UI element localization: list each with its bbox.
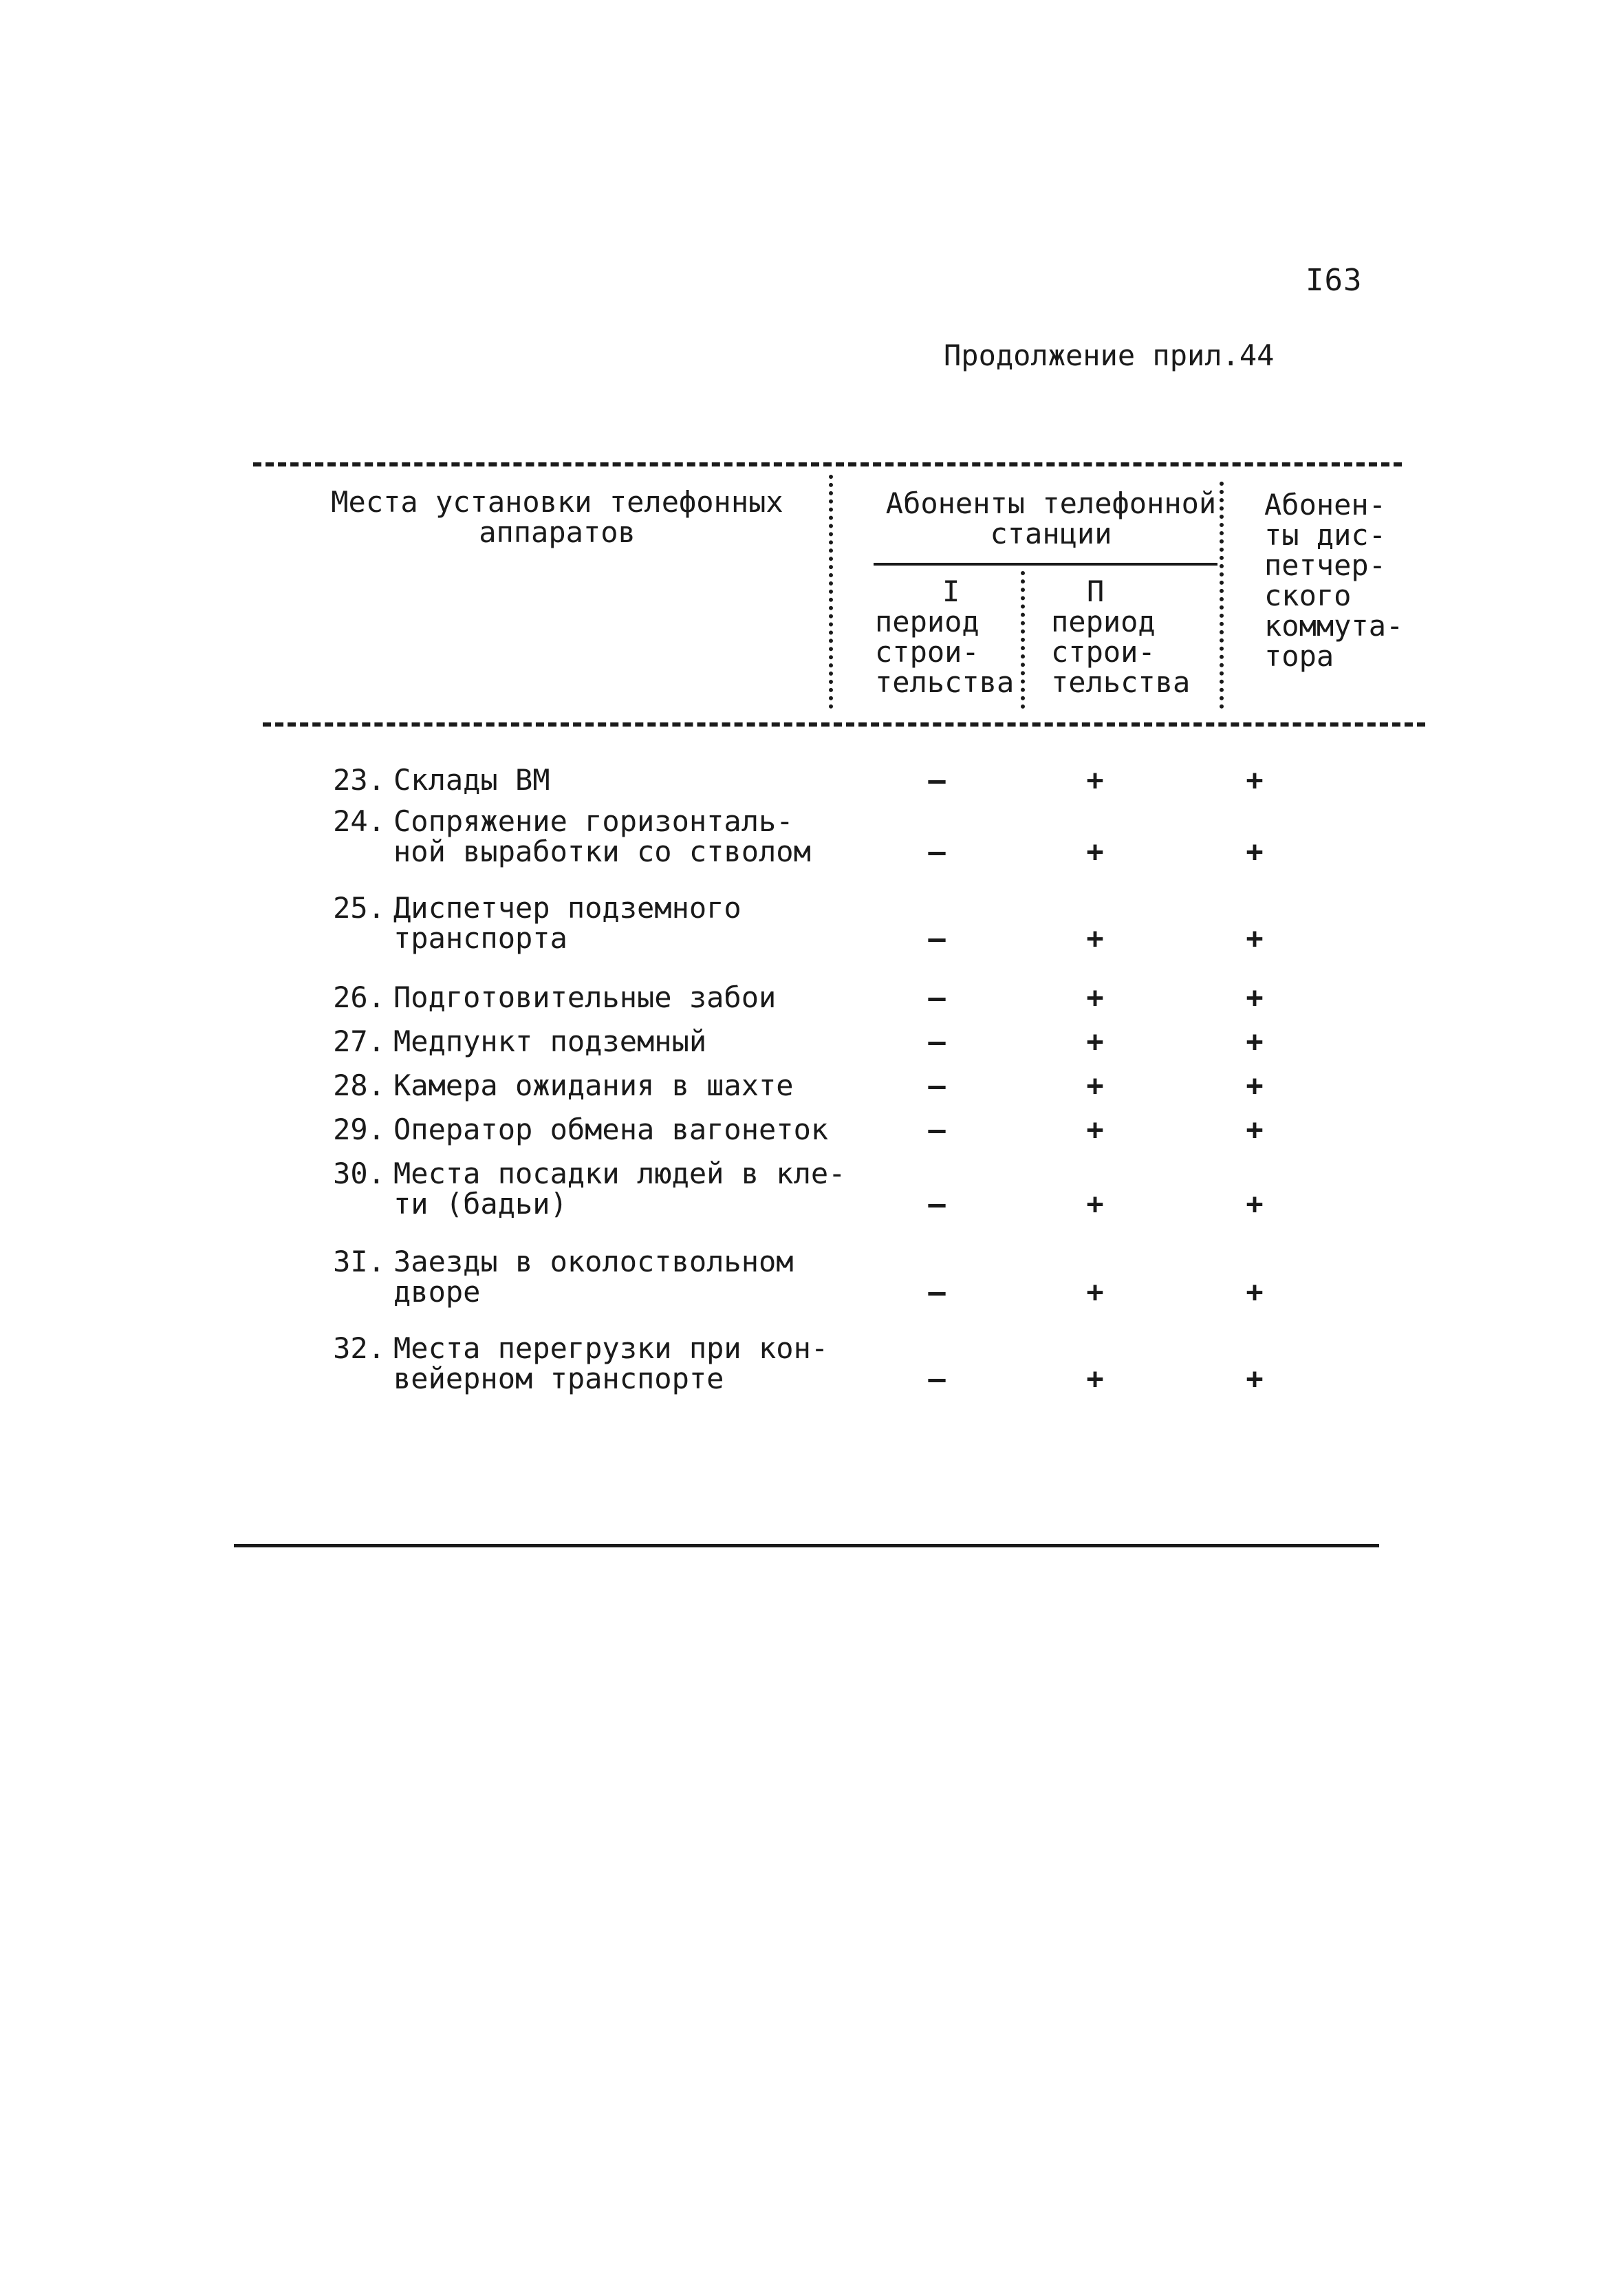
mark-dispatch: + xyxy=(1246,1275,1264,1309)
mark-dispatch: + xyxy=(1246,1069,1264,1102)
mark-period1: – xyxy=(928,1113,946,1146)
mark-dispatch: + xyxy=(1246,921,1264,955)
mark-period2: + xyxy=(1086,1113,1104,1146)
header-station: Абоненты телефонной станции xyxy=(885,486,1217,550)
header-places: Места установки телефонных аппаратов xyxy=(331,485,783,549)
row-number: 28. xyxy=(333,1069,385,1102)
mark-period2: + xyxy=(1086,980,1104,1014)
mark-period2: + xyxy=(1086,763,1104,797)
mark-dispatch: + xyxy=(1246,835,1264,868)
header-period1: период строи- тельства xyxy=(875,605,1015,699)
mark-period2: + xyxy=(1086,1362,1104,1395)
mark-dispatch: + xyxy=(1246,1113,1264,1146)
page-number: I63 xyxy=(1306,263,1363,298)
header-period2-number: П xyxy=(1087,575,1105,608)
row-label: Медпункт подземный xyxy=(393,1024,707,1058)
column-divider-1 xyxy=(829,475,833,709)
row-label: Сопряжение горизонталь- ной выработки со стволом xyxy=(393,804,811,868)
row-number: 3I. xyxy=(333,1245,385,1278)
header-period2: период строи- тельства xyxy=(1051,605,1191,699)
row-label: Склады ВМ xyxy=(393,763,550,797)
station-subheader-rule xyxy=(874,563,1217,566)
row-number: 24. xyxy=(333,804,385,838)
mark-period2: + xyxy=(1086,921,1104,955)
mark-period1: – xyxy=(928,1187,946,1221)
row-label: Оператор обмена вагонеток xyxy=(393,1113,829,1146)
row-number: 30. xyxy=(333,1157,385,1190)
row-label: Диспетчер подземного транспорта xyxy=(393,891,741,955)
continuation-title: Продолжение прил.44 xyxy=(944,339,1275,372)
row-number: 23. xyxy=(333,763,385,797)
mark-period1: – xyxy=(928,980,946,1014)
row-number: 26. xyxy=(333,980,385,1014)
row-number: 25. xyxy=(333,891,385,925)
table-top-rule xyxy=(253,462,1402,466)
mark-dispatch: + xyxy=(1246,980,1264,1014)
mark-period1: – xyxy=(928,1024,946,1058)
mark-period1: – xyxy=(928,1069,946,1102)
mark-dispatch: + xyxy=(1246,1362,1264,1395)
mark-period2: + xyxy=(1086,1024,1104,1058)
row-label: Камера ожидания в шахте xyxy=(393,1069,794,1102)
mark-period1: – xyxy=(928,921,946,955)
mark-period1: – xyxy=(928,1275,946,1309)
row-label: Подготовительные забои xyxy=(393,980,777,1014)
mark-dispatch: + xyxy=(1246,1024,1264,1058)
header-dispatch: Абонен- ты дис- петчер- ского коммута- тора xyxy=(1264,488,1404,673)
row-number: 29. xyxy=(333,1113,385,1146)
row-label: Места перегрузки при кон- вейерном транспорте xyxy=(393,1331,829,1395)
table-header-bottom-rule xyxy=(263,722,1425,727)
mark-period1: – xyxy=(928,1362,946,1395)
column-divider-2 xyxy=(1021,571,1025,709)
page-end-rule xyxy=(234,1544,1379,1547)
row-label: Места посадки людей в кле- ти (бадьи) xyxy=(393,1157,846,1221)
mark-period1: – xyxy=(928,763,946,797)
row-number: 27. xyxy=(333,1024,385,1058)
mark-period1: – xyxy=(928,835,946,868)
header-period1-number: I xyxy=(942,575,960,608)
mark-period2: + xyxy=(1086,1069,1104,1102)
row-number: 32. xyxy=(333,1331,385,1365)
mark-dispatch: + xyxy=(1246,1187,1264,1221)
mark-period2: + xyxy=(1086,1187,1104,1221)
row-label: Заезды в околоствольном дворе xyxy=(393,1245,794,1309)
mark-dispatch: + xyxy=(1246,763,1264,797)
mark-period2: + xyxy=(1086,835,1104,868)
mark-period2: + xyxy=(1086,1275,1104,1309)
